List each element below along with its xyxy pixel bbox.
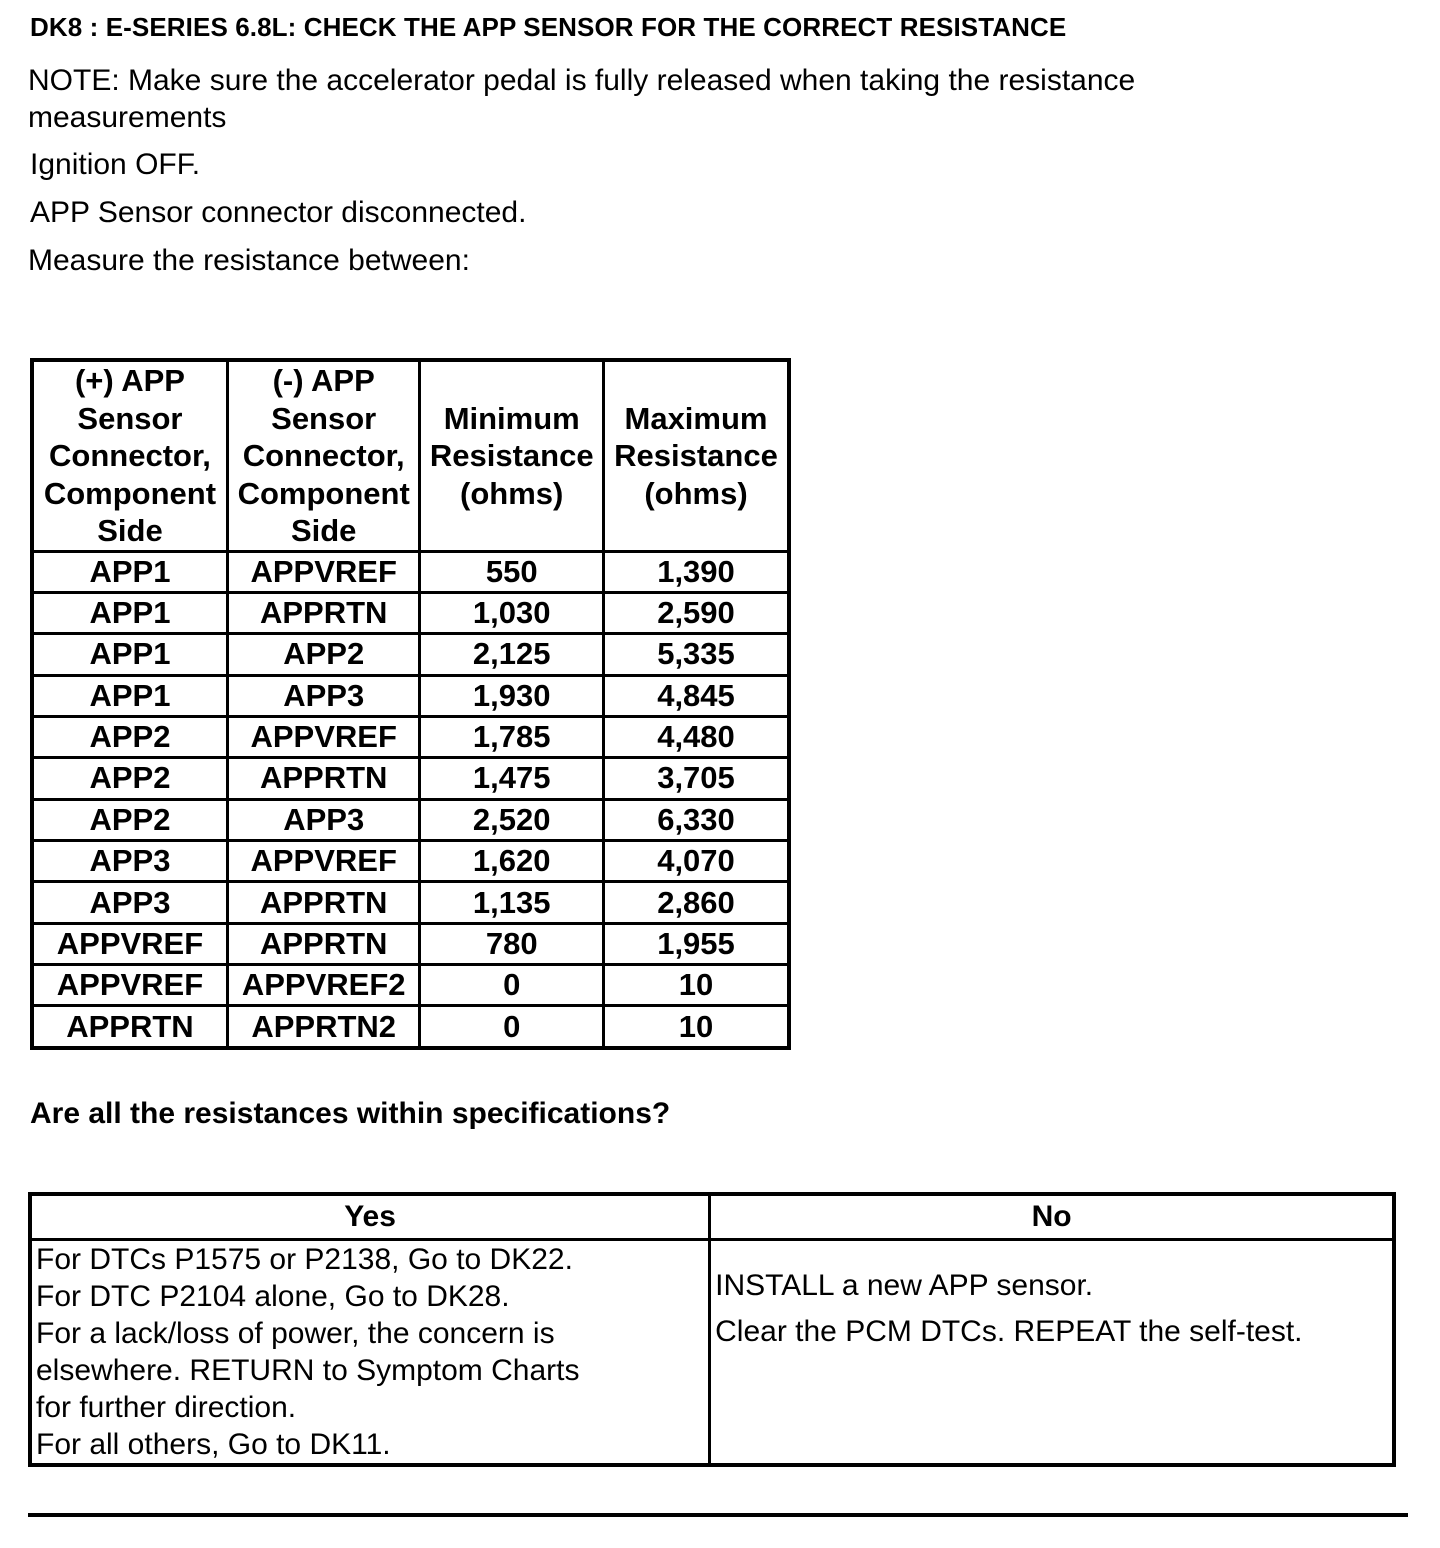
cell-maximum-ohms: 2,860 bbox=[603, 882, 789, 923]
table-row bbox=[32, 799, 789, 840]
cell-maximum-ohms: 1,390 bbox=[603, 551, 789, 592]
cell-negative-pin: APPRTN bbox=[227, 592, 420, 633]
cell-maximum-ohms: 1,955 bbox=[603, 923, 789, 964]
table-row bbox=[32, 675, 789, 716]
step-connector: APP Sensor connector disconnected. bbox=[30, 196, 527, 229]
header-minimum-resistance: Minimum Resistance (ohms) bbox=[420, 360, 604, 551]
cell-minimum-ohms: 1,785 bbox=[420, 716, 604, 757]
cell-positive-pin: APP2 bbox=[32, 799, 227, 840]
answer-table bbox=[28, 1192, 1396, 1467]
no-instruction-line: Clear the PCM DTCs. REPEAT the self-test. bbox=[715, 1315, 1303, 1348]
table-row bbox=[32, 1006, 789, 1048]
cell-negative-pin: APPVREF bbox=[227, 551, 420, 592]
no-instruction-line: INSTALL a new APP sensor. bbox=[715, 1269, 1094, 1302]
cell-positive-pin: APPVREF bbox=[32, 923, 227, 964]
cell-maximum-ohms: 5,335 bbox=[603, 634, 789, 675]
cell-positive-pin: APP2 bbox=[32, 758, 227, 799]
cell-minimum-ohms: 1,930 bbox=[420, 675, 604, 716]
cell-negative-pin: APPRTN bbox=[227, 923, 420, 964]
note-text: NOTE: Make sure the accelerator pedal is fully released when taking the resistance measurements bbox=[28, 64, 1136, 134]
table-header-row bbox=[32, 360, 789, 551]
yes-instruction-line: elsewhere. RETURN to Symptom Charts bbox=[36, 1354, 580, 1387]
cell-positive-pin: APP1 bbox=[32, 551, 227, 592]
cell-maximum-ohms: 4,480 bbox=[603, 716, 789, 757]
cell-minimum-ohms: 1,135 bbox=[420, 882, 604, 923]
page-title: DK8 : E-SERIES 6.8L: CHECK THE APP SENSOR FOR THE CORRECT RESISTANCE bbox=[30, 12, 1067, 42]
bottom-divider bbox=[28, 1513, 1408, 1517]
cell-positive-pin: APP3 bbox=[32, 882, 227, 923]
cell-minimum-ohms: 2,520 bbox=[420, 799, 604, 840]
cell-negative-pin: APPVREF2 bbox=[227, 965, 420, 1006]
step-ignition: Ignition OFF. bbox=[30, 148, 201, 181]
table-row bbox=[32, 841, 789, 882]
table-row bbox=[32, 758, 789, 799]
table-row bbox=[32, 592, 789, 633]
no-header: No bbox=[710, 1194, 1394, 1240]
cell-negative-pin: APPRTN2 bbox=[227, 1006, 420, 1048]
table-row bbox=[32, 923, 789, 964]
cell-maximum-ohms: 6,330 bbox=[603, 799, 789, 840]
cell-maximum-ohms: 10 bbox=[603, 1006, 789, 1048]
cell-minimum-ohms: 1,475 bbox=[420, 758, 604, 799]
table-row bbox=[32, 716, 789, 757]
cell-positive-pin: APP3 bbox=[32, 841, 227, 882]
cell-positive-pin: APPRTN bbox=[32, 1006, 227, 1048]
no-instructions bbox=[710, 1240, 1394, 1466]
resistance-table bbox=[30, 358, 791, 1050]
cell-minimum-ohms: 1,620 bbox=[420, 841, 604, 882]
cell-negative-pin: APPRTN bbox=[227, 882, 420, 923]
cell-minimum-ohms: 1,030 bbox=[420, 592, 604, 633]
yes-header: Yes bbox=[30, 1194, 710, 1240]
cell-maximum-ohms: 2,590 bbox=[603, 592, 789, 633]
cell-minimum-ohms: 0 bbox=[420, 965, 604, 1006]
cell-positive-pin: APP1 bbox=[32, 634, 227, 675]
yes-instruction-line: For a lack/loss of power, the concern is bbox=[36, 1317, 555, 1350]
answer-header-row bbox=[30, 1194, 1394, 1240]
yes-instructions bbox=[30, 1240, 710, 1466]
cell-negative-pin: APPVREF bbox=[227, 841, 420, 882]
table-row bbox=[32, 551, 789, 592]
cell-positive-pin: APPVREF bbox=[32, 965, 227, 1006]
cell-negative-pin: APPRTN bbox=[227, 758, 420, 799]
header-maximum-resistance: Maximum Resistance (ohms) bbox=[603, 360, 789, 551]
table-row bbox=[32, 965, 789, 1006]
step-measure: Measure the resistance between: bbox=[28, 244, 470, 277]
cell-minimum-ohms: 0 bbox=[420, 1006, 604, 1048]
cell-negative-pin: APP2 bbox=[227, 634, 420, 675]
resistance-table-body bbox=[32, 551, 789, 1048]
header-positive-connector: (+) APP Sensor Connector, Component Side bbox=[32, 360, 227, 551]
cell-maximum-ohms: 10 bbox=[603, 965, 789, 1006]
cell-negative-pin: APP3 bbox=[227, 675, 420, 716]
cell-minimum-ohms: 2,125 bbox=[420, 634, 604, 675]
cell-minimum-ohms: 780 bbox=[420, 923, 604, 964]
cell-maximum-ohms: 4,070 bbox=[603, 841, 789, 882]
header-negative-connector: (-) APP Sensor Connector, Component Side bbox=[227, 360, 420, 551]
cell-positive-pin: APP1 bbox=[32, 592, 227, 633]
yes-instruction-line: For all others, Go to DK11. bbox=[36, 1428, 391, 1461]
yes-instruction-line: For DTCs P1575 or P2138, Go to DK22. bbox=[36, 1243, 573, 1276]
yes-instruction-line: for further direction. bbox=[36, 1391, 297, 1424]
cell-maximum-ohms: 3,705 bbox=[603, 758, 789, 799]
table-row bbox=[32, 882, 789, 923]
cell-maximum-ohms: 4,845 bbox=[603, 675, 789, 716]
table-row bbox=[32, 634, 789, 675]
cell-positive-pin: APP2 bbox=[32, 716, 227, 757]
question-text: Are all the resistances within specifications? bbox=[30, 1097, 671, 1130]
cell-positive-pin: APP1 bbox=[32, 675, 227, 716]
yes-instruction-line: For DTC P2104 alone, Go to DK28. bbox=[36, 1280, 510, 1313]
cell-minimum-ohms: 550 bbox=[420, 551, 604, 592]
cell-negative-pin: APP3 bbox=[227, 799, 420, 840]
cell-negative-pin: APPVREF bbox=[227, 716, 420, 757]
answer-body-row bbox=[30, 1240, 1394, 1466]
